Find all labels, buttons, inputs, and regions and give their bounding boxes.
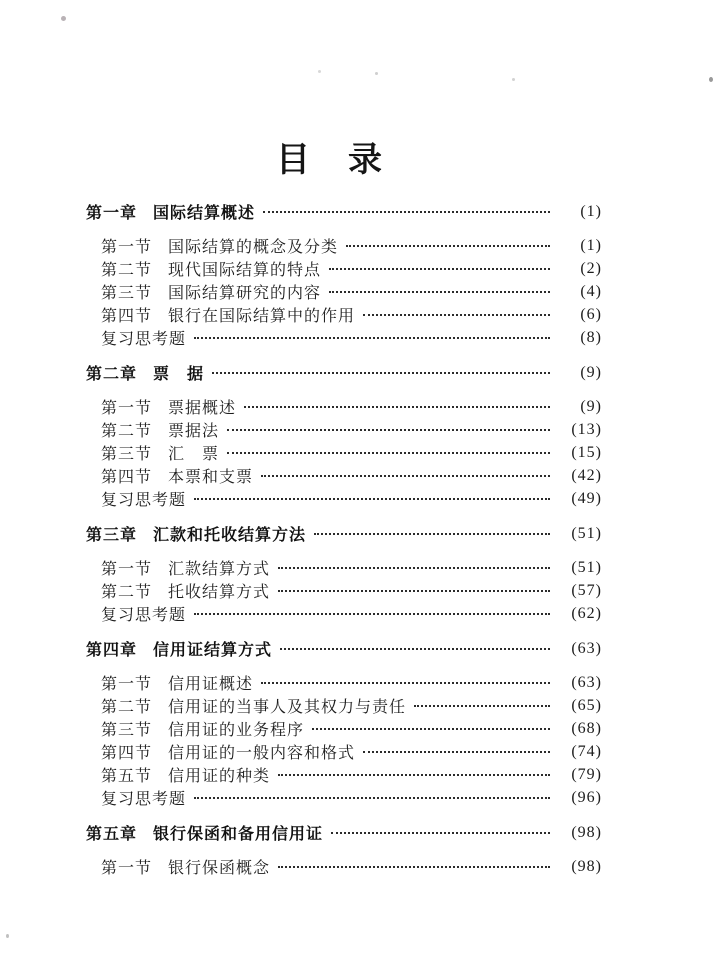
- toc-review-row: [86, 487, 602, 510]
- entry-label: 第二节: [101, 699, 153, 716]
- entry-title: 信用证的业务程序: [168, 722, 305, 739]
- scan-speck: [709, 77, 713, 82]
- scan-speck: [375, 72, 378, 75]
- entry-label: 第四节: [101, 308, 153, 325]
- entry-label: 第五章: [86, 826, 138, 843]
- entry-title: 信用证的种类: [168, 768, 271, 785]
- entry-title: 国际结算的概念及分类: [168, 239, 339, 256]
- entry-title: 信用证的一般内容和格式: [168, 745, 356, 762]
- dot-leader: [363, 314, 550, 316]
- entry-label: 第一节: [101, 400, 153, 417]
- dot-leader: [194, 797, 550, 799]
- entry-label: 第一节: [101, 239, 153, 256]
- entry-title: 信用证结算方式: [153, 642, 273, 659]
- dot-leader: [227, 429, 550, 431]
- toc-chapter-row: [86, 821, 602, 844]
- toc-section-row: [86, 234, 602, 257]
- entry-label: 第二节: [101, 584, 153, 601]
- entry-label: 第一节: [101, 561, 153, 578]
- entry-page: (57): [571, 581, 602, 599]
- toc-section-row: [86, 395, 602, 418]
- scan-speck: [6, 934, 9, 938]
- dot-leader: [194, 337, 550, 339]
- entry-page: (98): [571, 857, 602, 875]
- toc-section-row: [86, 556, 602, 579]
- dot-leader: [329, 291, 550, 293]
- entry-title: 复习思考题: [101, 492, 187, 509]
- scan-speck: [318, 70, 321, 73]
- entry-label: 第二节: [101, 423, 153, 440]
- toc-section-row: [86, 694, 602, 717]
- entry-page: (62): [571, 604, 602, 622]
- entry-title: 复习思考题: [101, 791, 187, 808]
- entry-title: 汇款结算方式: [168, 561, 271, 578]
- entry-title: 现代国际结算的特点: [168, 262, 322, 279]
- dot-leader: [261, 475, 550, 477]
- entry-title: 信用证的当事人及其权力与责任: [168, 699, 407, 716]
- scan-speck: [512, 78, 515, 81]
- toc-section-row: [86, 671, 602, 694]
- entry-page: (9): [580, 363, 602, 381]
- entry-label: 第五节: [101, 768, 153, 785]
- toc-section-row: [86, 579, 602, 602]
- entry-page: (98): [571, 823, 602, 841]
- toc-section-row: [86, 717, 602, 740]
- toc-section-row: [86, 418, 602, 441]
- toc-chapter-row: [86, 522, 602, 545]
- entry-label: 第三节: [101, 446, 153, 463]
- dot-leader: [280, 648, 550, 650]
- entry-page: (4): [580, 282, 602, 300]
- entry-title: 托收结算方式: [168, 584, 271, 601]
- toc-review-row: [86, 786, 602, 809]
- dot-leader: [312, 728, 550, 730]
- entry-page: (15): [571, 443, 602, 461]
- entry-page: (42): [571, 466, 602, 484]
- toc-section-row: [86, 464, 602, 487]
- entry-page: (63): [571, 639, 602, 657]
- toc-section-row: [86, 763, 602, 786]
- dot-leader: [194, 613, 550, 615]
- entry-page: (9): [580, 397, 602, 415]
- dot-leader: [363, 751, 550, 753]
- entry-label: 第二节: [101, 262, 153, 279]
- entry-title: 票据概述: [168, 400, 237, 417]
- entry-page: (1): [580, 236, 602, 254]
- toc-section-row: [86, 280, 602, 303]
- entry-page: (13): [571, 420, 602, 438]
- dot-leader: [331, 832, 550, 834]
- entry-title: 复习思考题: [101, 331, 187, 348]
- dot-leader: [194, 498, 550, 500]
- entry-label: 第三章: [86, 527, 138, 544]
- dot-leader: [227, 452, 550, 454]
- entry-title: 复习思考题: [101, 607, 187, 624]
- entry-title: 国际结算概述: [153, 205, 256, 222]
- dot-leader: [263, 211, 550, 213]
- entry-title: 银行在国际结算中的作用: [168, 308, 356, 325]
- entry-label: 第二章: [86, 366, 138, 383]
- entry-label: 第三节: [101, 722, 153, 739]
- entry-label: 第一节: [101, 676, 153, 693]
- dot-leader: [278, 590, 550, 592]
- entry-label: 第三节: [101, 285, 153, 302]
- toc-section-row: [86, 441, 602, 464]
- toc-chapter-row: [86, 361, 602, 384]
- entry-title: 本票和支票: [168, 469, 254, 486]
- page-title: 目 录: [276, 141, 384, 179]
- dot-leader: [414, 705, 550, 707]
- toc-review-row: [86, 326, 602, 349]
- entry-page: (51): [571, 524, 602, 542]
- entry-page: (6): [580, 305, 602, 323]
- entry-page: (65): [571, 696, 602, 714]
- scan-speck: [61, 16, 66, 21]
- dot-leader: [212, 372, 550, 374]
- entry-title: 银行保函和备用信用证: [153, 826, 324, 843]
- entry-page: (51): [571, 558, 602, 576]
- dot-leader: [346, 245, 550, 247]
- entry-page: (49): [571, 489, 602, 507]
- entry-label: 第四节: [101, 745, 153, 762]
- entry-page: (96): [571, 788, 602, 806]
- dot-leader: [244, 406, 550, 408]
- entry-title: 汇 票: [168, 446, 220, 463]
- dot-leader: [278, 774, 550, 776]
- entry-page: (1): [580, 202, 602, 220]
- entry-label: 第一节: [101, 860, 153, 877]
- toc-chapter-row: [86, 200, 602, 223]
- dot-leader: [314, 533, 550, 535]
- entry-title: 信用证概述: [168, 676, 254, 693]
- entry-page: (63): [571, 673, 602, 691]
- toc-chapter-row: [86, 637, 602, 660]
- entry-page: (74): [571, 742, 602, 760]
- toc-section-row: [86, 855, 602, 878]
- toc-review-row: [86, 602, 602, 625]
- entry-label: 第四节: [101, 469, 153, 486]
- toc-section-row: [86, 303, 602, 326]
- toc-content: [86, 142, 602, 878]
- dot-leader: [329, 268, 550, 270]
- entry-title: 银行保函概念: [168, 860, 271, 877]
- dot-leader: [278, 866, 550, 868]
- dot-leader: [261, 682, 550, 684]
- toc-list: [86, 200, 602, 878]
- toc-section-row: [86, 740, 602, 763]
- entry-title: 汇款和托收结算方法: [153, 527, 307, 544]
- entry-label: 第四章: [86, 642, 138, 659]
- dot-leader: [278, 567, 550, 569]
- entry-title: 票据法: [168, 423, 220, 440]
- entry-title: 票 据: [153, 366, 205, 383]
- entry-page: (8): [580, 328, 602, 346]
- entry-title: 国际结算研究的内容: [168, 285, 322, 302]
- entry-page: (68): [571, 719, 602, 737]
- entry-label: 第一章: [86, 205, 138, 222]
- entry-page: (79): [571, 765, 602, 783]
- entry-page: (2): [580, 259, 602, 277]
- toc-section-row: [86, 257, 602, 280]
